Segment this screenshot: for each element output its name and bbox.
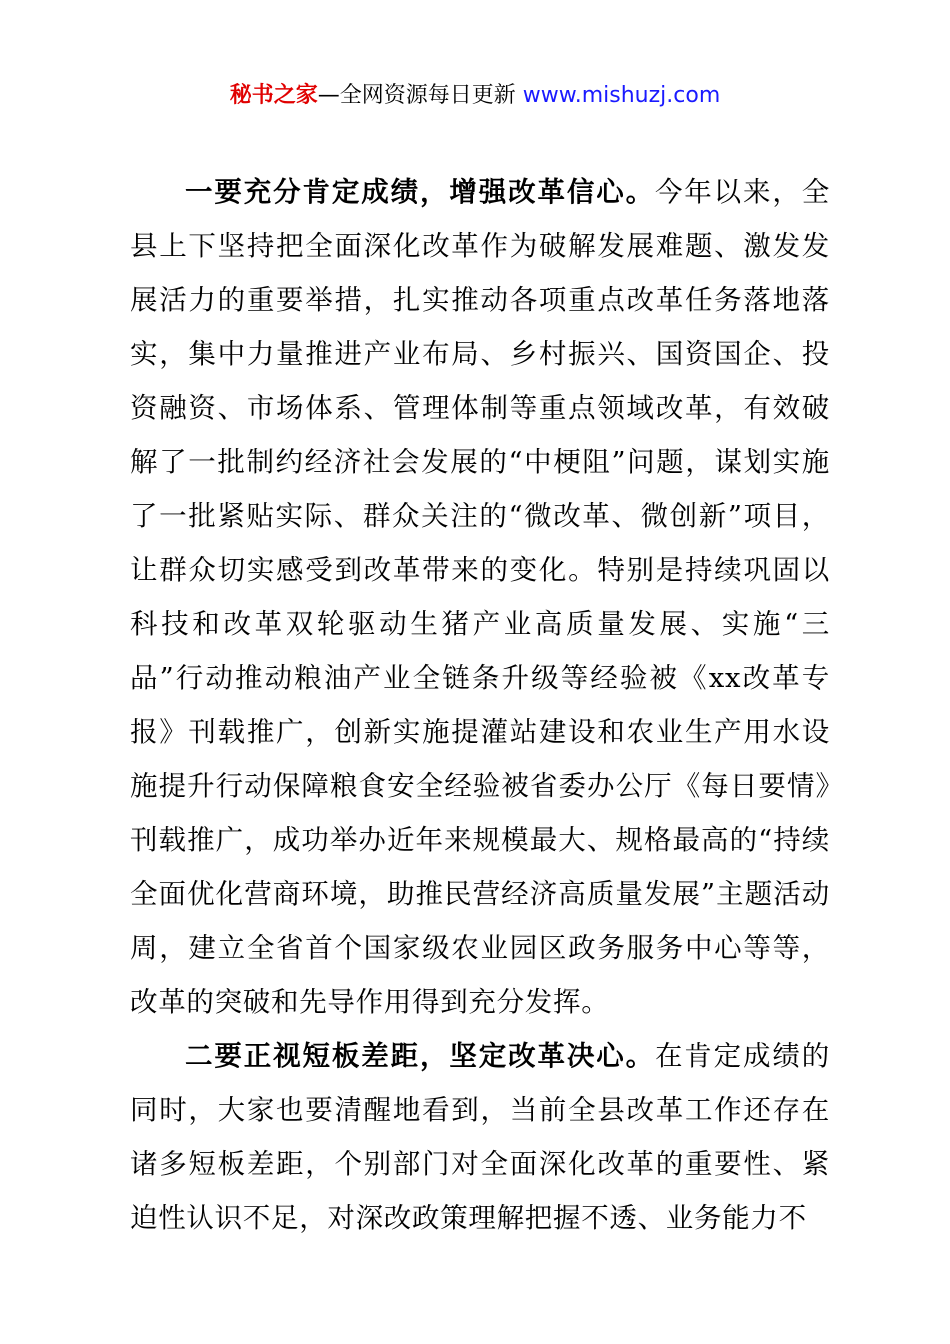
paragraph-2-lead: 二要正视短板差距，坚定改革决心。 bbox=[185, 1040, 655, 1072]
paragraph-2 bbox=[130, 1029, 830, 1245]
paragraph-1 bbox=[130, 165, 830, 1029]
header-tagline: —全网资源每日更新 bbox=[317, 83, 523, 108]
paragraph-1-text: 今年以来，全县上下坚持把全面深化改革作为破解发展难题、激发发展活力的重要举措，扎实推动各项重点改革任务落地落实，集中力量推进产业布局、乡村振兴、国资国企、投资融资、市场体系、管理体制等重点领域改革，有效破解了一批制约经济社会发展的“中梗阻”问题，谋划实施了一批紧贴实际、群众关注的“微改革、微创新”项目，让群众切实感受到改革带来的变化。特别是持续巩固以科技和改革双轮驱动生猪产业高质量发展、实施“三品”行动推动粮油产业全链条升级等经验被《xx改革专报》刊载推广，创新实施提灌站建设和农业生产用水设施提升行动保障粮食安全经验被省委办公厅《每日要情》刊载推广，成功举办近年来规模最大、规格最高的“持续全面优化营商环境，助推民营经济高质量发展”主题活动周，建立全省首个国家级农业园区政务服务中心等等，改革的突破和先导作用得到充分发挥。 bbox=[130, 176, 830, 1018]
page-header bbox=[0, 80, 950, 112]
paragraph-2-text: 在肯定成绩的同时，大家也要清醒地看到，当前全县改革工作还存在诸多短板差距，个别部门对全面深化改革的重要性、紧迫性认识不足，对深改政策理解把握不透、业务能力不 bbox=[130, 1040, 830, 1234]
paragraph-1-lead: 一要充分肯定成绩，增强改革信心。 bbox=[185, 176, 655, 208]
site-brand: 秘书之家 bbox=[229, 83, 318, 108]
document-body bbox=[130, 165, 830, 1245]
site-url-link[interactable]: www.mishuzj.com bbox=[522, 83, 721, 108]
